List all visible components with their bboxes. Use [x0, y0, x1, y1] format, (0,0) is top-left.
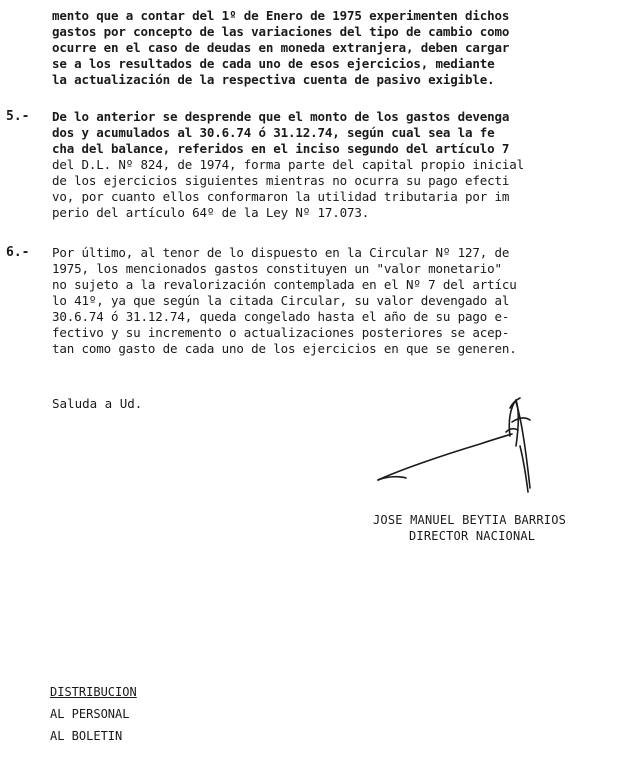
continuation-line-3: ocurre en el caso de deudas en moneda extranjera, deben cargar [52, 40, 510, 55]
continuation-line-5: la actualización de la respectiva cuenta de pasivo exigible. [52, 72, 495, 87]
paragraph-6-line-5: 30.6.74 ó 31.12.74, queda congelado hasta el año de su pago e- [52, 309, 510, 324]
signer-title: DIRECTOR NACIONAL [409, 529, 536, 543]
paragraph-5-line-1: De lo anterior se desprende que el monto de los gastos devenga [52, 109, 510, 124]
paragraph-5-line-2: dos y acumulados al 30.6.74 ó 31.12.74, según cual sea la fe [52, 125, 495, 140]
paragraph-5-line-6: vo, por cuanto ellos conformaron la utilidad tributaria por im [52, 189, 510, 204]
distribution-item-boletin: AL BOLETIN [50, 729, 123, 743]
paragraph-6-line-3: no sujeto a la revalorización contemplada en el Nº 7 del artícu [52, 277, 517, 292]
paragraph-6-number: 6.- [6, 245, 30, 260]
paragraph-5-line-5: de los ejercicios siguientes mientras no ocurra su pago efecti [52, 173, 510, 188]
distribution-heading: DISTRIBUCION [50, 685, 137, 699]
paragraph-6-line-4: lo 41º, ya que según la citada Circular, su valor devengado al [52, 293, 510, 308]
paragraph-6-line-6: fectivo y su incremento o actualizaciones posteriores se acep- [52, 325, 510, 340]
paragraph-6-line-2: 1975, los mencionados gastos constituyen un "valor monetario" [52, 261, 502, 276]
paragraph-5-line-4: del D.L. Nº 824, de 1974, forma parte del capital propio inicial [52, 157, 525, 172]
continuation-line-4: se a los resultados de cada uno de esos ejercicios, mediante [52, 56, 495, 71]
salutation: Saluda a Ud. [52, 396, 143, 411]
continuation-line-2: gastos por concepto de las variaciones del tipo de cambio como [52, 24, 510, 39]
paragraph-5-line-3: cha del balance, referidos en el inciso segundo del artículo 7 [52, 141, 510, 156]
continuation-line-1: mento que a contar del 1º de Enero de 1975 experimenten dichos [52, 8, 510, 23]
paragraph-6-line-7: tan como gasto de cada uno de los ejercicios en que se generen. [52, 341, 517, 356]
distribution-item-personal: AL PERSONAL [50, 707, 130, 721]
paragraph-6-line-1: Por último, al tenor de lo dispuesto en la Circular Nº 127, de [52, 245, 510, 260]
handwritten-signature [360, 392, 560, 502]
signer-name: JOSE MANUEL BEYTIA BARRIOS [373, 513, 567, 527]
paragraph-5-line-7: perio del artículo 64º de la Ley Nº 17.073. [52, 205, 370, 220]
paragraph-5-number: 5.- [6, 109, 30, 124]
